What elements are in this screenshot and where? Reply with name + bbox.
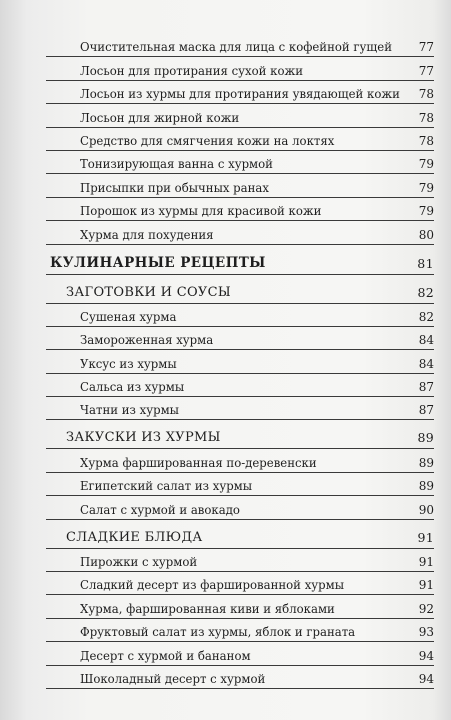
toc-entry-page-number: 91	[417, 529, 434, 545]
toc-entry-page-number: 93	[418, 625, 434, 640]
toc-entry-title: Уксус из хурмы	[80, 356, 177, 371]
table-of-contents	[46, 34, 434, 689]
toc-entry-page-number: 79	[418, 204, 434, 219]
toc-entry	[46, 572, 434, 595]
toc-entry	[46, 666, 434, 689]
toc-entry-page-number: 78	[418, 133, 434, 148]
toc-entry	[46, 619, 434, 642]
toc-entry	[46, 473, 434, 496]
toc-entry-title: Сладкий десерт из фаршированной хурмы	[80, 578, 345, 593]
toc-entry	[46, 397, 434, 420]
toc-entry	[46, 642, 434, 665]
toc-entry-page-number: 92	[418, 601, 434, 616]
toc-entry-title: Порошок из хурмы для красивой кожи	[80, 204, 322, 219]
toc-entry-title: Хурма, фаршированная киви и яблоками	[80, 601, 335, 616]
toc-entry-title: Чатни из хурмы	[80, 403, 179, 418]
toc-entry-page-number: 89	[418, 455, 434, 470]
toc-entry-title: Лосьон для протирания сухой кожи	[80, 63, 304, 78]
toc-entry-page-number: 87	[418, 380, 434, 395]
toc-entry-title: Лосьон для жирной кожи	[80, 110, 240, 125]
toc-entry	[46, 496, 434, 519]
toc-entry-title: Пирожки с хурмой	[80, 555, 198, 570]
toc-entry-title: Хурма для похудения	[80, 227, 214, 242]
toc-entry-title: ЗАКУСКИ ИЗ ХУРМЫ	[66, 430, 221, 446]
toc-entry	[46, 304, 434, 327]
toc-entry-page-number: 91	[418, 578, 434, 593]
toc-entry-page-number: 94	[418, 648, 434, 663]
toc-entry-page-number: 87	[418, 403, 434, 418]
toc-entry-title: Присыпки при обычных ранах	[80, 180, 269, 195]
toc-entry-page-number: 82	[418, 309, 434, 324]
toc-entry-page-number: 84	[418, 333, 434, 348]
toc-entry-page-number: 94	[418, 671, 434, 686]
toc-section-heading	[46, 275, 434, 304]
toc-entry	[46, 449, 434, 472]
toc-entry-title: Фруктовый салат из хурмы, яблок и граната	[80, 625, 356, 640]
toc-entry-title: Египетский салат из хурмы	[80, 479, 253, 494]
toc-entry-title: Шоколадный десерт с хурмой	[80, 671, 266, 686]
toc-entry-page-number: 82	[417, 284, 434, 300]
toc-entry-page-number: 79	[418, 157, 434, 172]
toc-entry-title: Замороженная хурма	[80, 333, 214, 348]
toc-entry	[46, 374, 434, 397]
toc-entry	[46, 221, 434, 244]
toc-section-heading	[46, 420, 434, 449]
toc-entry-page-number: 77	[418, 63, 434, 78]
toc-part-heading	[46, 245, 434, 275]
toc-entry-page-number: 79	[418, 180, 434, 195]
toc-entry-page-number: 91	[418, 555, 434, 570]
toc-entry-title: Тонизирующая ванна с хурмой	[80, 157, 273, 172]
toc-entry	[46, 151, 434, 174]
toc-entry-title: Средство для смягчения кожи на локтях	[80, 133, 335, 148]
toc-entry	[46, 174, 434, 197]
toc-entry	[46, 327, 434, 350]
toc-entry-page-number: 84	[418, 356, 434, 371]
toc-entry-title: Лосьон из хурмы для протирания увядающей кожи	[80, 87, 400, 102]
toc-entry-title: Сушеная хурма	[80, 309, 177, 324]
toc-entry-title: Очистительная маска для лица с кофейной гущей	[80, 40, 392, 55]
toc-entry-title: Сальса из хурмы	[80, 380, 185, 395]
toc-entry-page-number: 80	[418, 227, 434, 242]
toc-entry-title: Салат с хурмой и авокадо	[80, 502, 240, 517]
toc-entry-title: Десерт с хурмой и бананом	[80, 648, 251, 663]
toc-entry-page-number: 78	[418, 87, 434, 102]
toc-entry-page-number: 78	[418, 110, 434, 125]
toc-entry	[46, 104, 434, 127]
toc-entry-page-number: 89	[418, 479, 434, 494]
toc-entry	[46, 57, 434, 80]
toc-section-heading	[46, 520, 434, 549]
toc-entry-title: КУЛИНАРНЫЕ РЕЦЕПТЫ	[50, 254, 266, 271]
toc-entry	[46, 128, 434, 151]
toc-entry-title: СЛАДКИЕ БЛЮДА	[66, 529, 203, 545]
toc-entry-page-number: 89	[417, 430, 434, 446]
toc-entry	[46, 350, 434, 373]
toc-entry-page-number: 90	[418, 502, 434, 517]
toc-entry	[46, 198, 434, 221]
toc-entry	[46, 595, 434, 618]
toc-entry-page-number: 77	[418, 40, 434, 55]
toc-entry-title: Хурма фаршированная по-деревенски	[80, 455, 317, 470]
toc-entry	[46, 549, 434, 572]
toc-entry-title: ЗАГОТОВКИ И СОУСЫ	[66, 284, 231, 300]
toc-entry-page-number: 81	[417, 255, 434, 271]
toc-entry	[46, 81, 434, 104]
toc-entry	[46, 34, 434, 57]
